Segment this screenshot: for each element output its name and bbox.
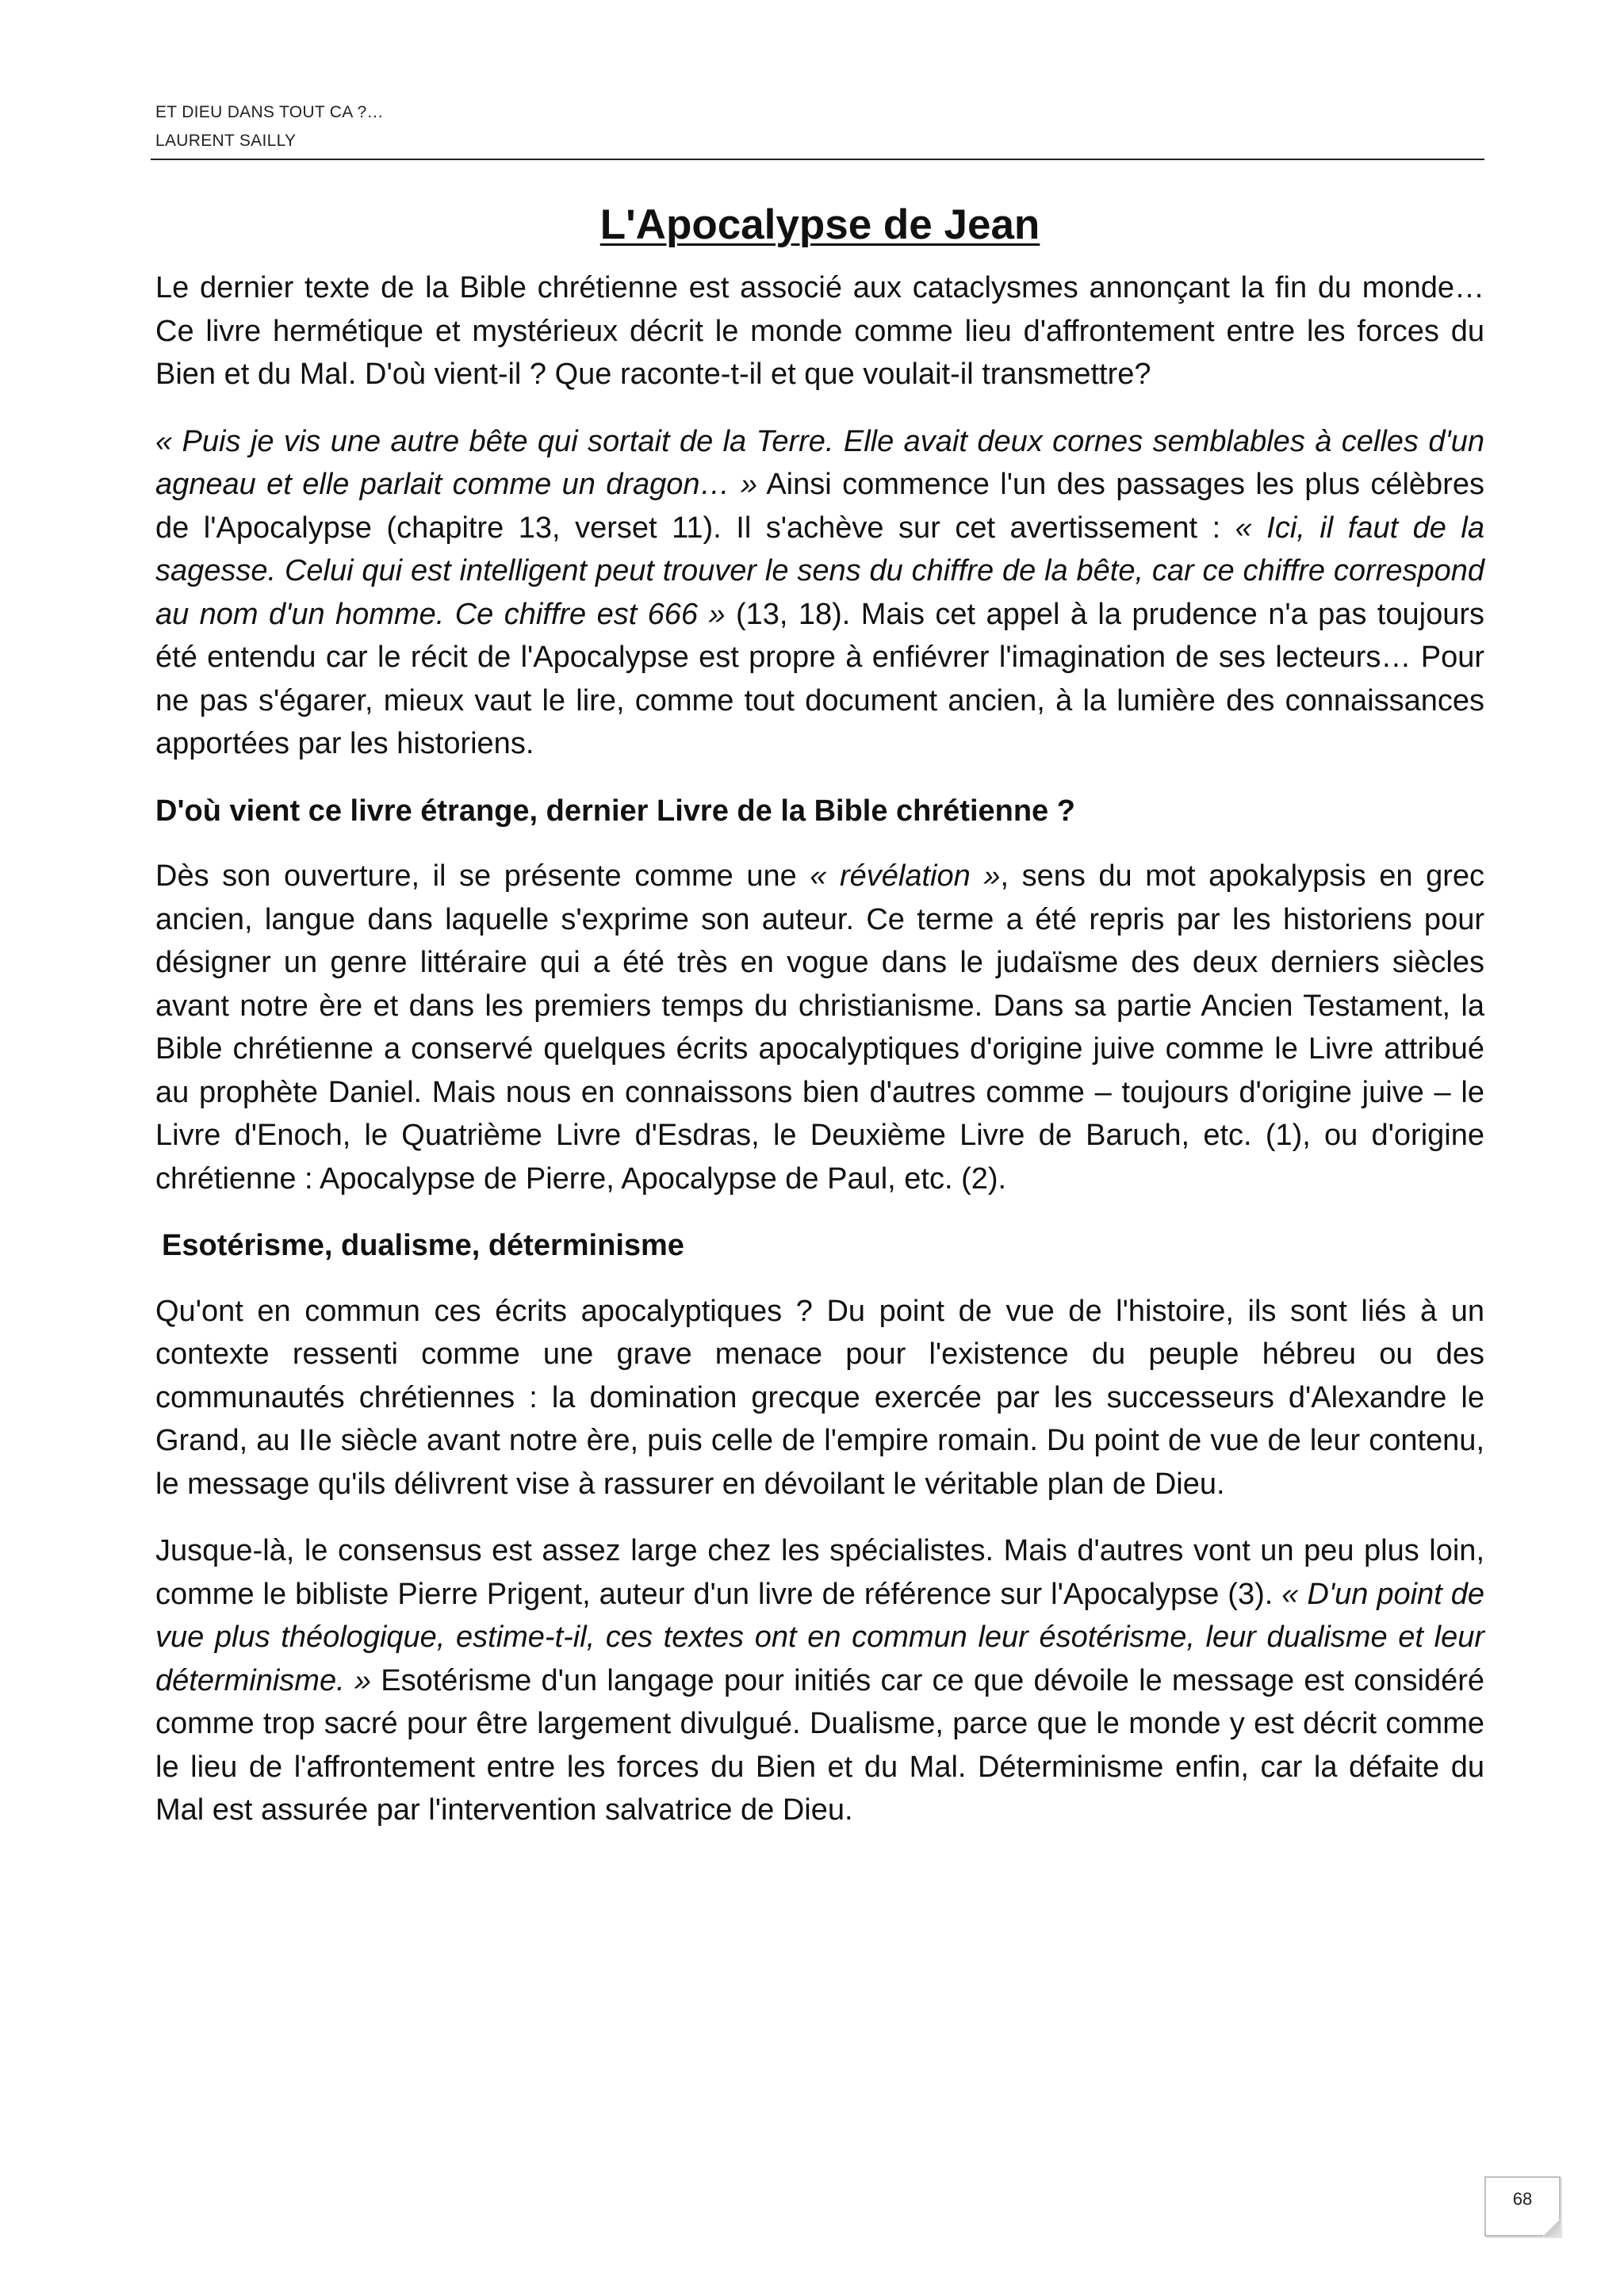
quote-paragraph-text-1: Ainsi commence l'un des passages les plus célèbres de l'Apocalypse (chapitre 13, verset 11). Il s'achève sur cet avertissement : [155,468,1484,545]
quote-wisdom: « Ici, il faut de la sagesse. Celui qui est intelligent peut trouver le sens du chiffre de la bête, car ce chiffre correspond au nom d'un homme. Ce chiffre est 666 » [155,511,1484,631]
consensus-paragraph-text-1: Jusque-là, le consensus est assez large chez les spécialistes. Mais d'autres vont un peu plus loin, comme le bibliste Pierre Prigent, auteur d'un livre de référence sur l'Apocalypse (3). [155,1534,1484,1611]
quote-paragraph-text-2: (13, 18). Mais cet appel à la prudence n'a pas toujours été entendu car le récit de l'Apocalypse est propre à enfiévrer l'imagination de ses lecteurs… Pour ne pas s'égarer, mieux vaut le lire, comme tout document ancien, à la lumière des connaissances apportées par les historiens. [155,597,1484,760]
running-header [155,98,1484,155]
origin-paragraph-text-2: , sens du mot apokalypsis en grec ancien, langue dans laquelle s'exprime son auteur. Ce terme a été repris par les historiens pour désigner un genre littéraire qui a été très en vogue dans le judaïsme des deux derniers siècles avant notre ère et dans les premiers temps du christianisme. Dans sa partie Ancien Testament, la Bible chrétienne a conservé quelques écrits apocalyptiques d'origine juive comme le Livre attribué au prophète Daniel. Mais nous en connaissons bien d'autres comme – toujours d'origine juive – le Livre d'Enoch, le Quatrième Livre d'Esdras, le Deuxième Livre de Baruch, etc. (1), ou d'origine chrétienne : Apocalypse de Pierre, Apocalypse de Paul, etc. (2). [155,859,1484,1196]
document-body [155,192,1484,1856]
page-title: L'Apocalypse de Jean [599,201,1040,248]
consensus-paragraph [155,1529,1484,1832]
quote-beast: « Puis je vis une autre bête qui sortait de la Terre. Elle avait deux cornes semblables à celles d'un agneau et elle parlait comme un dragon… » [155,424,1484,501]
quote-paragraph [155,420,1484,766]
header-divider [151,159,1484,160]
origin-paragraph [155,855,1484,1200]
page-number-box [1484,2176,1561,2237]
origin-paragraph-text-1: Dès son ouverture, il se présente comme une [155,859,810,893]
quote-prigent: « D'un point de vue plus théologique, estime-t-il, ces textes ont en commun leur ésotérisme, leur dualisme et leur déterminisme. » [155,1577,1484,1697]
header-book-title: ET DIEU DANS TOUT CA ?… [155,103,384,121]
page-curl-icon [1543,2219,1561,2237]
section-heading-origin: D'où vient ce livre étrange, dernier Livre de la Bible chrétienne ? [155,794,1075,828]
page-number: 68 [1512,2189,1533,2209]
common-traits-paragraph: Qu'ont en commun ces écrits apocalyptiques ? Du point de vue de l'histoire, ils sont liés à un contexte ressenti comme une grave menace pour l'existence du peuple hébreu ou des communautés chrétiennes : la domination grecque exercée par les successeurs d'Alexandre le Grand, au IIe siècle avant notre ère, puis celle de l'empire romain. Du point de vue de leur contenu, le message qu'ils délivrent vise à rassurer en dévoilant le véritable plan de Dieu. [155,1294,1484,1501]
section-heading-esoterism: Esotérisme, dualisme, déterminisme [162,1229,684,1262]
header-author: LAURENT SAILLY [155,132,297,150]
quote-revelation: « révélation » [810,859,1001,893]
consensus-paragraph-text-2: Esotérisme d'un langage pour initiés car ce que dévoile le message est considéré comme trop sacré pour être largement divulgué. Dualisme, parce que le monde y est décrit comme le lieu de l'affrontement entre les forces du Bien et du Mal. Déterminisme enfin, car la défaite du Mal est assurée par l'intervention salvatrice de Dieu. [155,1663,1484,1827]
intro-paragraph: Le dernier texte de la Bible chrétienne est associé aux cataclysmes annonçant la fin du monde… Ce livre hermétique et mystérieux décrit le monde comme lieu d'affrontement entre les forces du Bien et du Mal. D'où vient-il ? Que raconte-t-il et que voulait-il transmettre? [155,271,1484,391]
